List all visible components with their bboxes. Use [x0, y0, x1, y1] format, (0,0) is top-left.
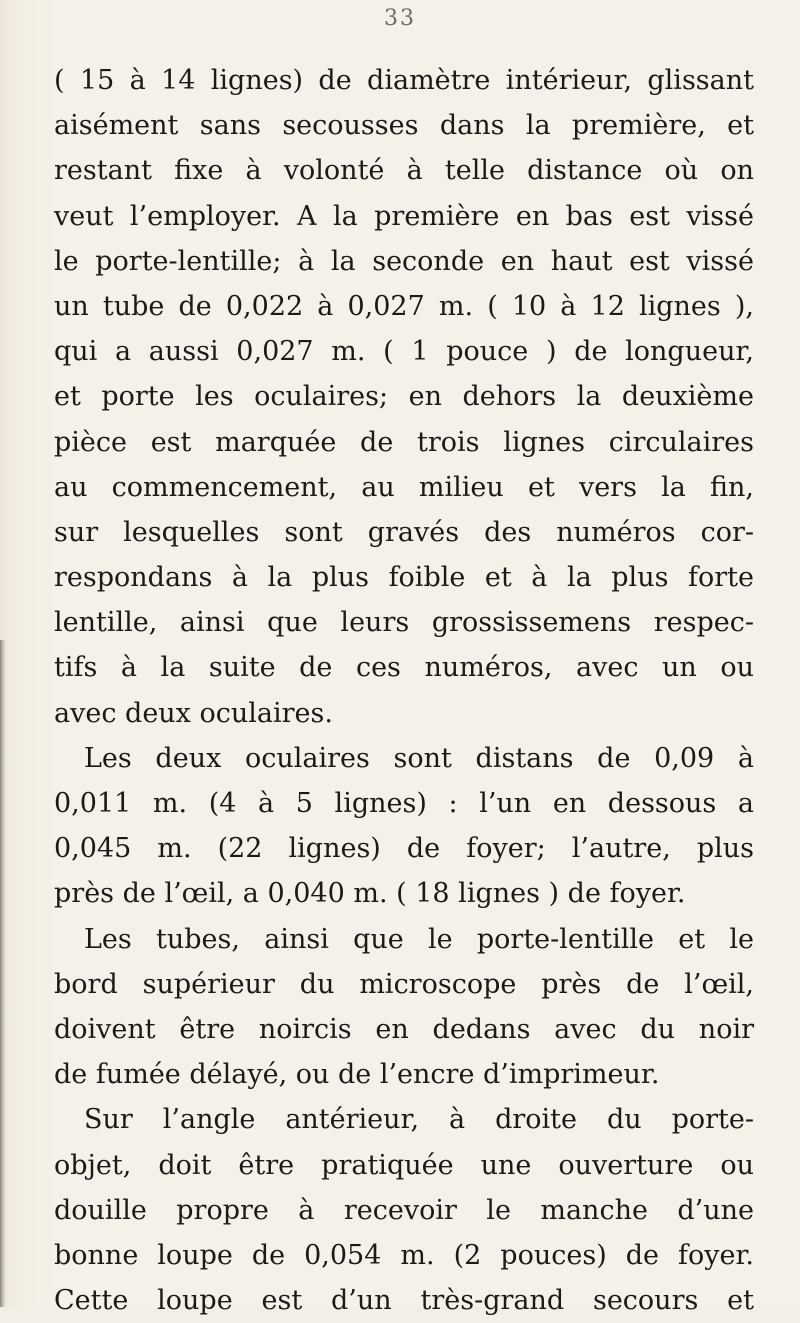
text-line: qui a aussi 0,027 m. ( 1 pouce ) de longueur, — [54, 336, 754, 368]
text-line: avec deux oculaires. — [54, 697, 333, 729]
text-line: 0,011 m. (4 à 5 lignes) : l’un en dessous a — [54, 788, 754, 819]
body-text — [54, 58, 754, 1323]
page-number: 33 — [384, 6, 416, 31]
text-line: ( 15 à 14 lignes) de diamètre intérieur, glissant — [54, 65, 754, 96]
text-line: Cette loupe est d’un très-grand secours et — [54, 1285, 754, 1317]
text-line: tifs à la suite de ces numéros, avec un ou — [54, 652, 754, 684]
text-line: Les deux oculaires sont distans de 0,09 à — [84, 742, 754, 774]
text-line: le porte-lentille; à la seconde en haut est vissé — [54, 245, 754, 277]
text-line: au commencement, au milieu et vers la fin, — [54, 471, 754, 503]
text-line: lentille, ainsi que leurs grossissemens respec- — [54, 607, 754, 639]
text-line: restant fixe à volonté à telle distance où on — [54, 155, 754, 187]
text-line: de fumée délayé, ou de l’encre d’imprimeur. — [54, 1059, 660, 1091]
text-line: veut l’employer. A la première en bas est vissé — [54, 200, 754, 232]
text-line: bord supérieur du microscope près de l’œil, — [54, 968, 754, 1000]
text-line: Sur l’angle antérieur, à droite du porte- — [84, 1104, 754, 1136]
text-line: doivent être noircis en dedans avec du noir — [54, 1013, 754, 1045]
text-line: douille propre à recevoir le manche d’une — [54, 1194, 754, 1226]
text-line: bonne loupe de 0,054 m. (2 pouces) de foyer. — [54, 1239, 754, 1271]
text-line: près de l’œil, a 0,040 m. ( 18 lignes ) de foyer. — [54, 878, 686, 910]
text-line: aisément sans secousses dans la première, et — [54, 110, 754, 142]
text-line: sur lesquelles sont gravés des numéros cor- — [54, 516, 754, 548]
text-line: et porte les oculaires; en dehors la deuxième — [54, 381, 754, 413]
text-line: objet, doit être pratiquée une ouverture ou — [54, 1149, 754, 1181]
text-line: 0,045 m. (22 lignes) de foyer; l’autre, plus — [54, 833, 754, 865]
text-line: pièce est marquée de trois lignes circulaires — [54, 426, 754, 458]
text-line: Les tubes, ainsi que le porte-lentille et le — [84, 923, 754, 955]
page-gutter-shadow — [0, 640, 6, 1307]
text-line: respondans à la plus foible et à la plus forte — [54, 562, 754, 594]
text-line: un tube de 0,022 à 0,027 m. ( 10 à 12 lignes ), — [54, 290, 754, 322]
